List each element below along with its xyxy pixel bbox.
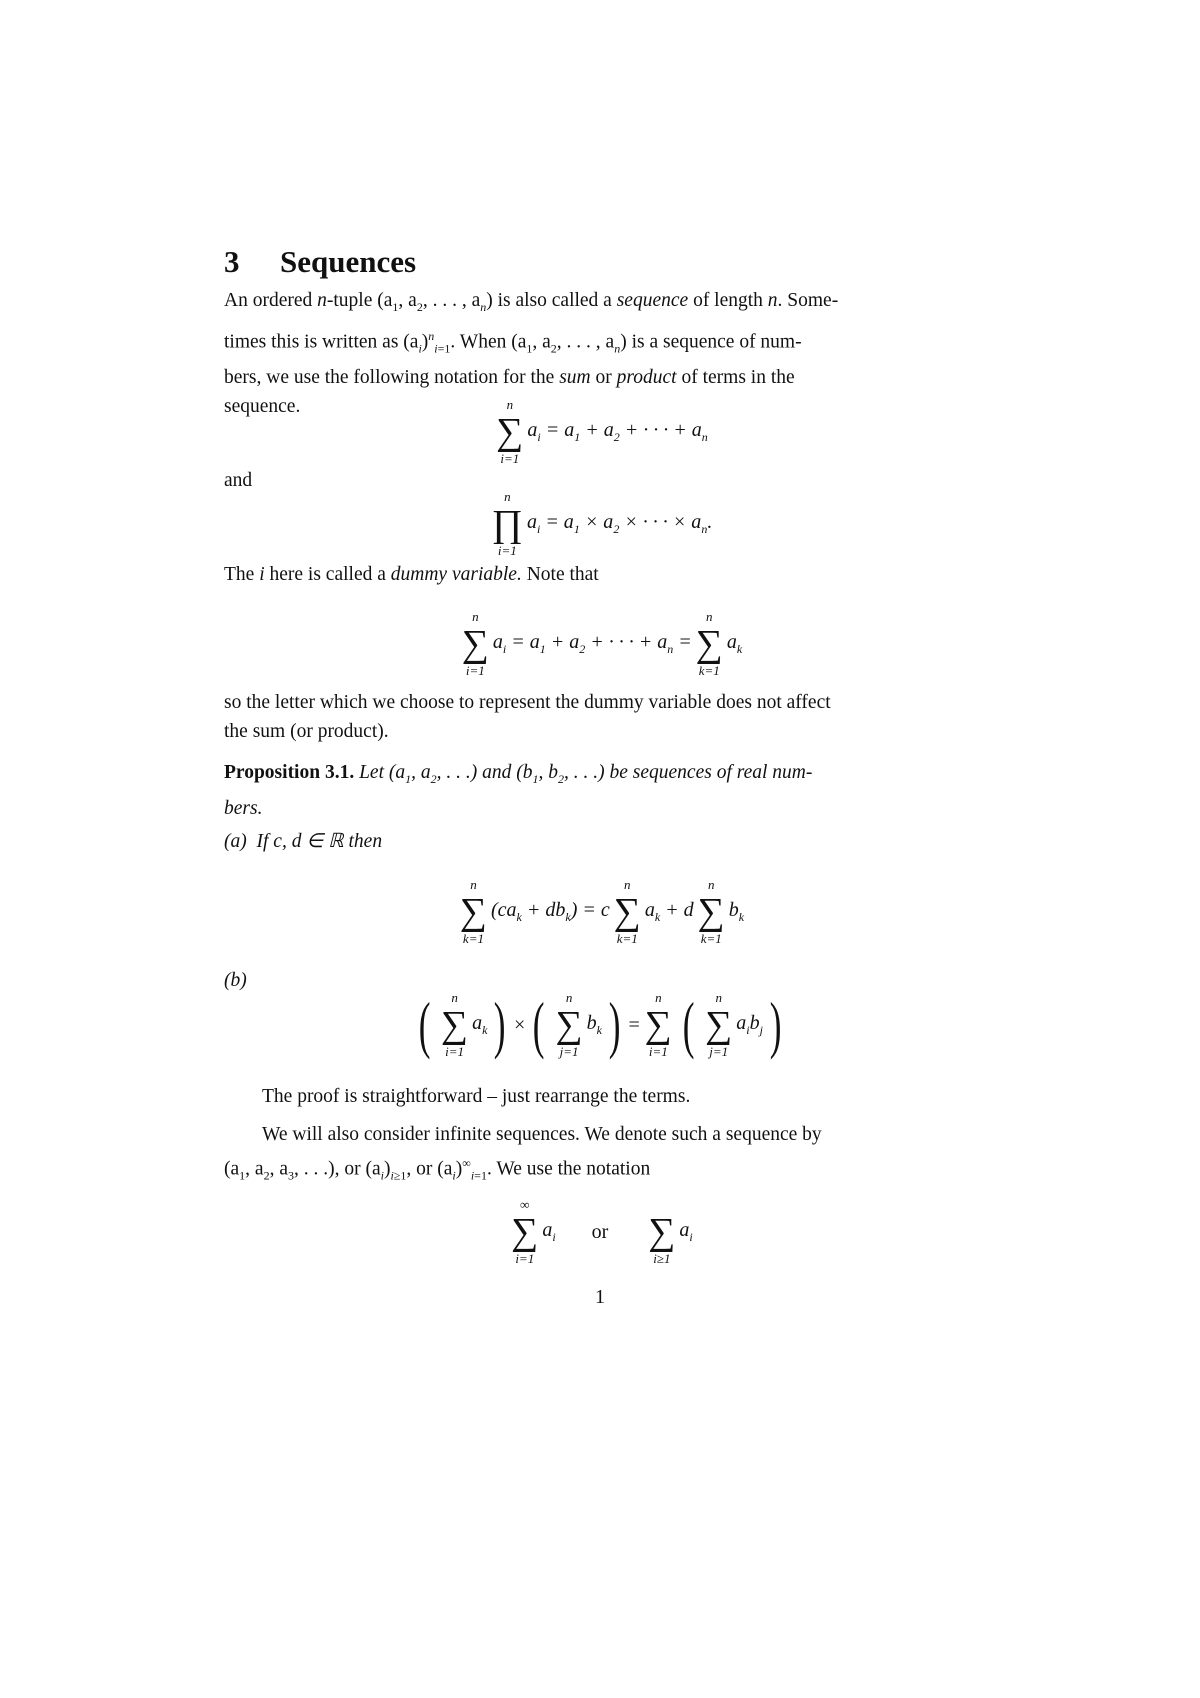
sum-equation: n ∑ i=1 $a_i = a_1 + a_2$ + · · · + $a_n$: [496, 397, 708, 466]
dummy-variable-text: The i here is called a dummy variable. Note that: [224, 564, 599, 585]
section-number: 3: [224, 244, 240, 279]
so-paragraph: so the letter which we choose to represent the dummy variable does not affect the sum (or product).: [224, 692, 831, 742]
section-heading: [224, 244, 416, 280]
and-text: and: [224, 470, 253, 491]
proof-text: The proof is straightforward – just rearrange the terms.: [262, 1086, 691, 1107]
product-equation: n ∏ i=1 $a_i = a_1 \times a_2$ × · · · × $a_n$.: [491, 489, 713, 558]
infinite-sum-equation: ∞ ∑ i=1 $a_i$ or ∑ i≥1 $a_i$: [511, 1197, 693, 1266]
proposition: Proposition 3.1. Let ($a_1$, $a_2$, . . .) and ($b_1$, $b_2$, . . .) be sequences of real num- bers.: [224, 762, 813, 819]
product-operator: n ∏ i=1: [491, 489, 523, 558]
intro-line-1: An ordered n-tuple ($a_1$, $a_2$, . . . , $a_n$) is also called a sequence of length n. Some-: [224, 290, 839, 314]
intro-line-2: times this is written as $(a_i)^n_{i=1}$. When ($a_1$, $a_2$, . . . , $a_n$) is a sequence of num-: [224, 328, 802, 356]
product-of-sums-equation: ( n ∑ i=1 $a_k$ ) × ( n ∑ j=1 $b_k$ ) = n ∑ i=1 ( n ∑ j=1 $a_ib_j$ ): [418, 989, 782, 1060]
page-number: 1: [595, 1286, 605, 1308]
infinite-paragraph: We will also consider infinite sequences. We denote such a sequence by ($a_1$, $a_2$, $a_3$, . . .), or $(a_i)_{i\ge 1}$, or $(a_i)^\infty_{i=1}$. We use the notation: [224, 1124, 822, 1183]
intro-line-3: bers, we use the following notation for the sum or product of terms in the: [224, 367, 795, 389]
item-b-label: (b): [224, 970, 247, 991]
item-a: (a) If c, d ∈ ℝ then: [224, 831, 383, 852]
section-title: Sequences: [280, 244, 417, 279]
intro-line-4: sequence.: [224, 396, 301, 418]
linearity-equation: n ∑ k=1 $(ca_k + db_k) = c$ n ∑ k=1 $a_k + d$ n ∑ k=1 $b_k$: [459, 877, 745, 946]
dummy-equation: n ∑ i=1 $a_i = a_1 + a_2$ + · · · + $a_n$ = n ∑ k=1 $a_k$: [461, 609, 743, 678]
sum-operator: n ∑ i=1: [496, 397, 524, 466]
